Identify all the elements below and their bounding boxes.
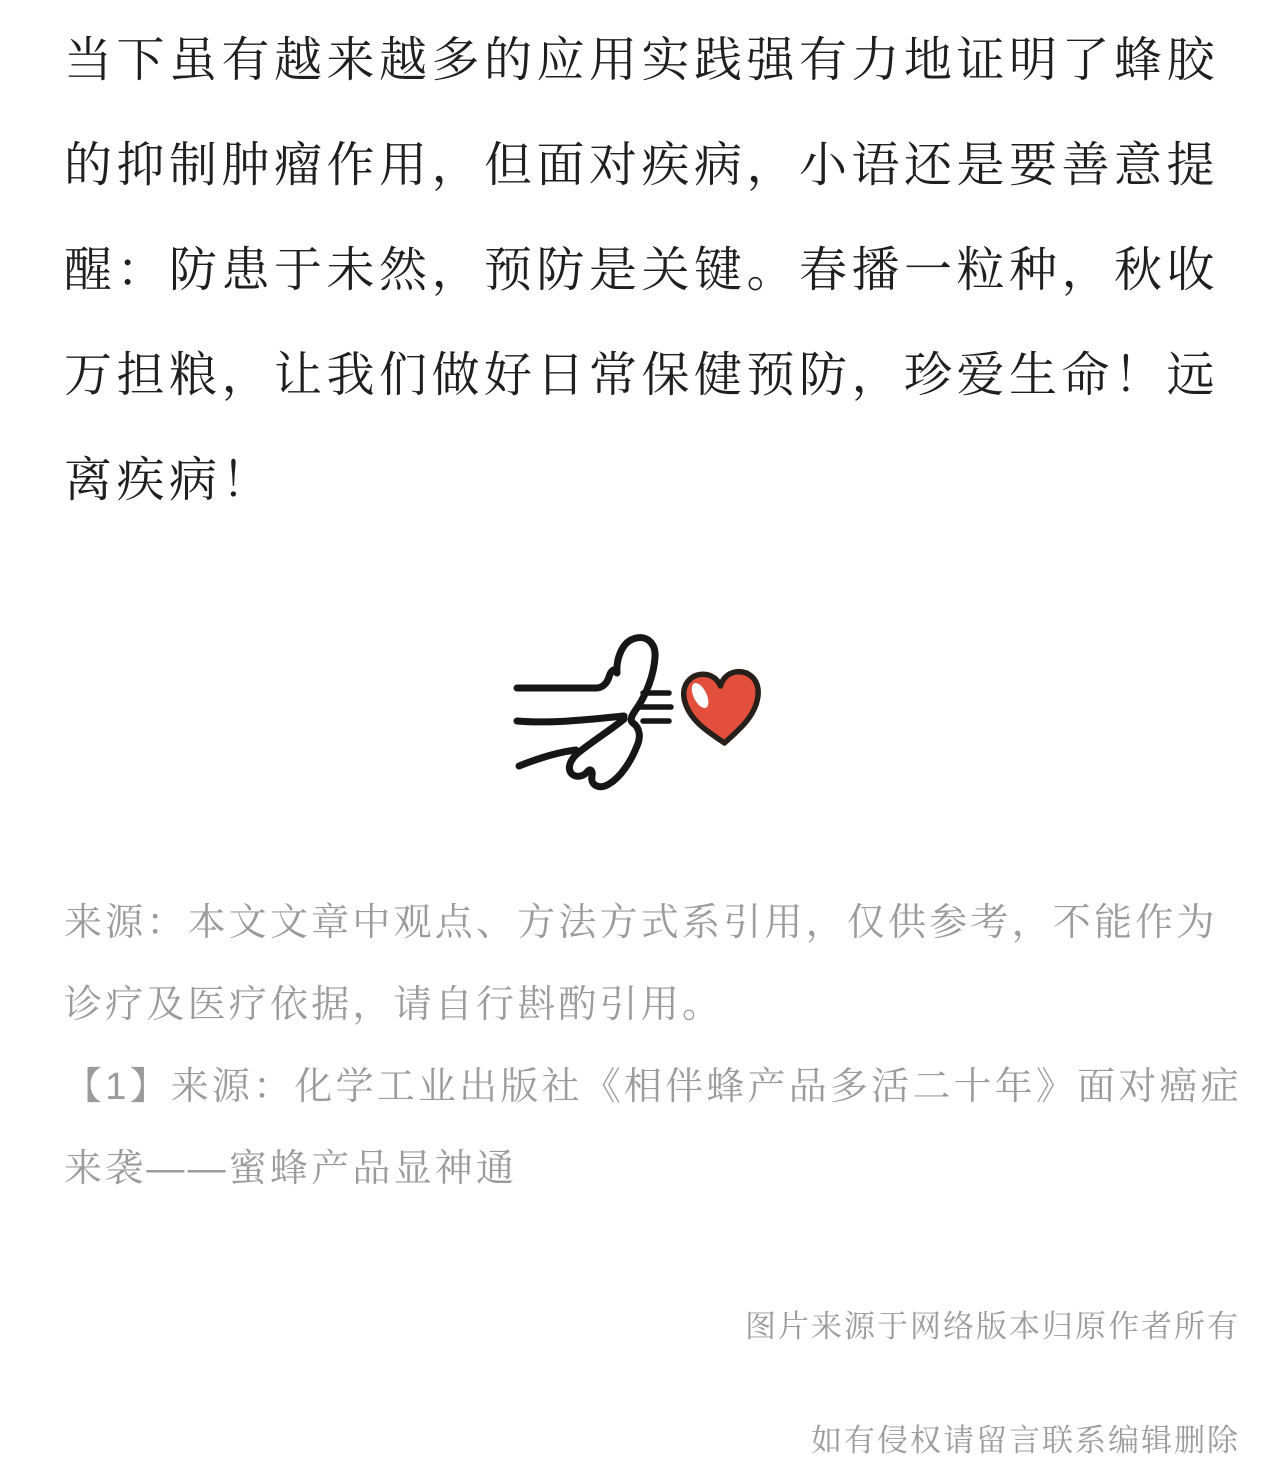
main-paragraph xyxy=(64,8,1220,533)
hand-doodle-icon xyxy=(569,638,655,787)
main-paragraph-line: 的抑制肿瘤作用，但面对疾病，小语还是要善意提 xyxy=(64,139,1220,192)
heart-icon xyxy=(682,670,761,745)
hand-blowing-heart-icon xyxy=(512,633,772,803)
takedown-contact-note: 如有侵权请留言联系编辑删除 xyxy=(811,1423,1240,1457)
disclaimer-line: 来源：本文文章中观点、方法方式系引用，仅供参考，不能作为 xyxy=(64,902,1218,944)
main-paragraph-line: 醒：防患于未然，预防是关键。春播一粒种，秋收 xyxy=(64,244,1220,297)
main-paragraph-line: 离疾病！ xyxy=(64,454,275,507)
citation-line: 【1】来源：化学工业出版社《相伴蜂产品多活二十年》面对癌症 xyxy=(64,1066,1242,1108)
image-credit-note: 图片来源于网络版本归原作者所有 xyxy=(745,1309,1240,1344)
source-disclaimer xyxy=(64,882,1242,1210)
hand-heart-illustration xyxy=(64,633,1220,803)
disclaimer-line: 诊疗及医疗依据，请自行斟酌引用。 xyxy=(64,984,724,1026)
main-paragraph-line: 万担粮，让我们做好日常保健预防，珍爱生命！远 xyxy=(64,349,1220,402)
main-paragraph-line: 当下虽有越来越多的应用实践强有力地证明了蜂胶 xyxy=(64,34,1220,87)
citation-line: 来袭——蜜蜂产品显神通 xyxy=(64,1148,518,1190)
